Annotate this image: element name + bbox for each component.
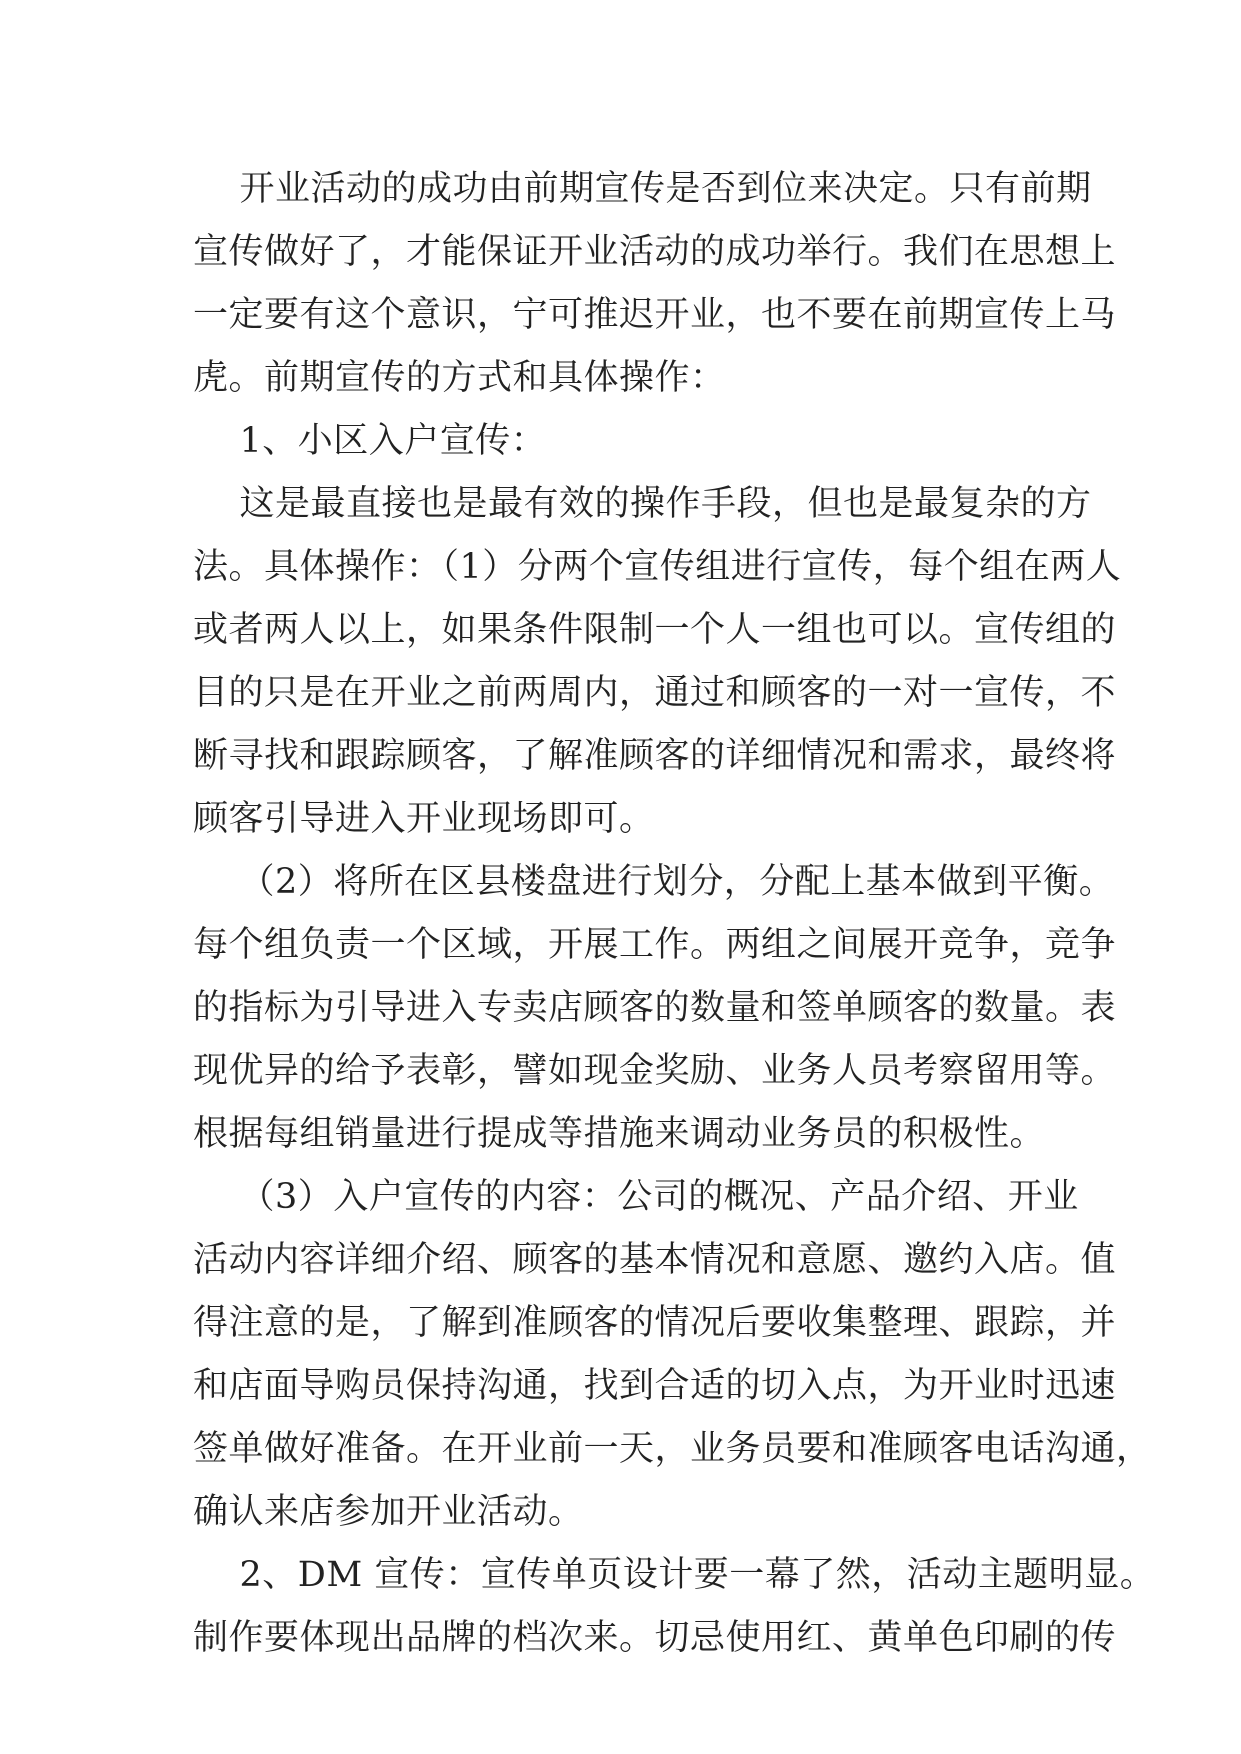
text-line: 的指标为引导进入专卖店顾客的数量和签单顾客的数量。表 xyxy=(193,988,1117,1028)
text-line: 目的只是在开业之前两周内，通过和顾客的一对一宣传，不 xyxy=(193,673,1117,713)
text-line: 开业活动的成功由前期宣传是否到位来决定。只有前期 xyxy=(193,169,1092,209)
text-line: （3）入户宣传的内容：公司的概况、产品介绍、开业 xyxy=(193,1177,1079,1217)
text-line: 这是最直接也是最有效的操作手段，但也是最复杂的方 xyxy=(193,484,1092,524)
text-line: 签单做好准备。在开业前一天，业务员要和准顾客电话沟通， xyxy=(193,1429,1152,1469)
text-line: 和店面导购员保持沟通，找到合适的切入点，为开业时迅速 xyxy=(193,1366,1117,1406)
text-line: 宣传做好了，才能保证开业活动的成功举行。我们在思想上 xyxy=(193,232,1117,272)
text-line: 现优异的给予表彰，譬如现金奖励、业务人员考察留用等。 xyxy=(193,1051,1117,1091)
text-line: 顾客引导进入开业现场即可。 xyxy=(193,799,655,839)
text-line: 得注意的是，了解到准顾客的情况后要收集整理、跟踪，并 xyxy=(193,1303,1117,1343)
text-line: 一定要有这个意识，宁可推迟开业，也不要在前期宣传上马 xyxy=(193,295,1117,335)
document-body xyxy=(193,158,1156,1670)
text-line: 1、小区入户宣传： xyxy=(193,421,547,461)
text-line: 虎。前期宣传的方式和具体操作： xyxy=(193,358,726,398)
text-line: 或者两人以上，如果条件限制一个人一组也可以。宣传组的 xyxy=(193,610,1117,650)
text-line: 2、DM 宣传：宣传单页设计要一幕了然，活动主题明显。 xyxy=(193,1555,1156,1595)
text-line: 法。具体操作：（1）分两个宣传组进行宣传，每个组在两人 xyxy=(193,547,1122,587)
text-line: 每个组负责一个区域，开展工作。两组之间展开竞争，竞争 xyxy=(193,925,1117,965)
text-line: 活动内容详细介绍、顾客的基本情况和意愿、邀约入店。值 xyxy=(193,1240,1117,1280)
text-line: 确认来店参加开业活动。 xyxy=(193,1492,584,1532)
text-line: 制作要体现出品牌的档次来。切忌使用红、黄单色印刷的传 xyxy=(193,1618,1117,1658)
text-line: 断寻找和跟踪顾客，了解准顾客的详细情况和需求，最终将 xyxy=(193,736,1117,776)
text-line: （2）将所在区县楼盘进行划分，分配上基本做到平衡。 xyxy=(193,862,1115,902)
text-line: 根据每组销量进行提成等措施来调动业务员的积极性。 xyxy=(193,1114,1046,1154)
